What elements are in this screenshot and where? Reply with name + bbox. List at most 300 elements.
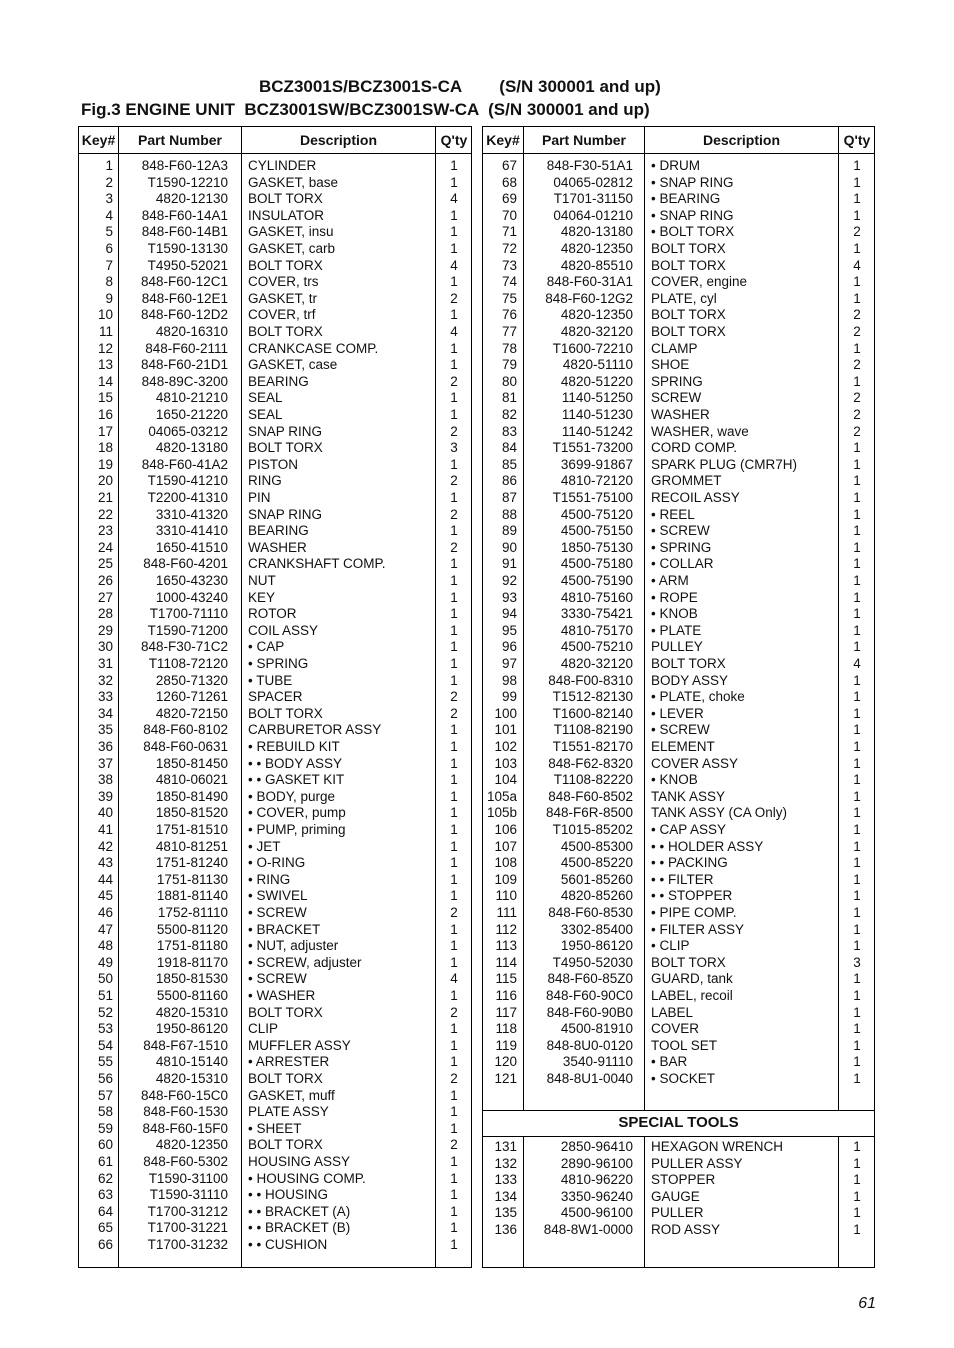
- part-number: T1590-12210: [147, 174, 228, 190]
- table-row: [79, 1038, 471, 1055]
- table-row: [79, 490, 471, 507]
- quantity: 4: [853, 257, 861, 273]
- table-row: [483, 341, 874, 358]
- part-number: 848-F60-12A3: [141, 158, 228, 173]
- table-row: [79, 872, 471, 889]
- key-number: 114: [495, 954, 517, 970]
- quantity: 1: [853, 1054, 861, 1070]
- key-number: 62: [97, 1170, 113, 1186]
- quantity: 1: [853, 988, 861, 1003]
- description: SPACER: [248, 689, 303, 705]
- key-number: 136: [494, 1222, 517, 1237]
- description: LABEL: [651, 1004, 694, 1020]
- key-number: 33: [97, 689, 113, 705]
- part-number: T1108-82220: [553, 772, 633, 788]
- part-number: 848-8U0-0120: [546, 1037, 633, 1053]
- part-number: 848-F60-8502: [548, 788, 633, 804]
- table-row: [79, 175, 471, 192]
- quantity: 1: [853, 1155, 861, 1171]
- quantity: 1: [450, 805, 458, 821]
- part-number: 3350-96240: [560, 1188, 633, 1204]
- table-row: [483, 374, 874, 391]
- part-number: 848-F60-12D2: [140, 307, 228, 323]
- part-number: 4810-75160: [560, 589, 633, 605]
- table-row: [79, 1220, 471, 1237]
- quantity: 1: [450, 307, 458, 323]
- part-number: 4820-12350: [560, 241, 633, 256]
- quantity: 1: [450, 838, 458, 854]
- table-row: [79, 291, 471, 308]
- parts-table-left: [78, 126, 472, 1268]
- quantity: 1: [853, 274, 861, 290]
- header-qty: Q'ty: [843, 132, 871, 148]
- description: PULLER ASSY: [651, 1155, 743, 1171]
- part-number: T1600-82140: [552, 705, 633, 721]
- quantity: 1: [853, 207, 861, 223]
- quantity: 1: [450, 1104, 458, 1120]
- table-row: [79, 407, 471, 424]
- quantity: 2: [450, 705, 458, 721]
- table-row: [483, 158, 874, 175]
- description: • WASHER: [248, 988, 316, 1003]
- key-number: 16: [97, 407, 113, 422]
- key-number: 32: [97, 672, 113, 688]
- quantity: 1: [450, 921, 458, 937]
- key-number: 104: [494, 772, 517, 788]
- key-number: 39: [97, 788, 113, 804]
- key-number: 109: [494, 871, 517, 887]
- quantity: 2: [450, 905, 458, 920]
- description: • SCREW: [651, 523, 710, 539]
- part-number: 1140-51230: [561, 407, 633, 422]
- key-number: 26: [97, 573, 113, 588]
- description: BOLT TORX: [248, 191, 323, 207]
- key-number: 63: [97, 1187, 113, 1203]
- table-row: [483, 1189, 874, 1206]
- table-row: [483, 357, 874, 374]
- table-row: [79, 822, 471, 839]
- table-row: [79, 1088, 471, 1105]
- key-number: 94: [501, 606, 517, 622]
- key-number: 100: [494, 705, 517, 721]
- part-number: 848-F60-1530: [143, 1104, 228, 1120]
- description: PISTON: [248, 456, 299, 472]
- table-row: [483, 1172, 874, 1189]
- key-number: 52: [97, 1004, 113, 1020]
- quantity: 1: [853, 473, 861, 489]
- description: • COVER, pump: [248, 805, 346, 821]
- table-row: [79, 556, 471, 573]
- part-number: 4820-15310: [155, 1071, 228, 1086]
- key-number: 59: [97, 1120, 113, 1136]
- quantity: 1: [853, 739, 861, 754]
- description: • ARM: [651, 573, 689, 588]
- key-number: 67: [501, 158, 517, 173]
- key-number: 82: [501, 407, 517, 422]
- key-number: 4: [105, 207, 113, 223]
- key-number: 46: [97, 905, 113, 920]
- part-number: 848-F62-8320: [548, 755, 633, 771]
- quantity: 1: [853, 871, 861, 887]
- key-number: 42: [97, 838, 113, 854]
- table-row: [79, 772, 471, 789]
- key-number: 108: [494, 855, 517, 871]
- description: • FILTER ASSY: [651, 921, 745, 937]
- part-number: T1108-72120: [148, 656, 228, 671]
- key-number: 58: [97, 1104, 113, 1120]
- quantity: 1: [853, 672, 861, 688]
- description: • PUMP, priming: [248, 822, 346, 837]
- part-number: 848-F60-15F0: [142, 1120, 228, 1136]
- table-row: [483, 722, 874, 739]
- key-number: 12: [97, 340, 113, 356]
- key-number: 29: [97, 622, 113, 638]
- table-row: [483, 689, 874, 706]
- quantity: 1: [450, 158, 458, 173]
- quantity: 1: [450, 556, 458, 572]
- description: BOLT TORX: [651, 954, 726, 970]
- key-number: 50: [97, 971, 113, 987]
- part-number: T1590-31100: [148, 1170, 228, 1186]
- table-row: [483, 307, 874, 324]
- description: TOOL SET: [651, 1037, 718, 1053]
- key-number: 115: [495, 971, 517, 987]
- key-number: 80: [501, 373, 517, 389]
- description: • SWIVEL: [248, 888, 308, 904]
- quantity: 2: [450, 473, 458, 489]
- quantity: 1: [450, 656, 458, 671]
- table-row: [483, 440, 874, 457]
- key-number: 79: [501, 357, 517, 373]
- description: • REEL: [651, 506, 695, 522]
- table-row: [79, 1204, 471, 1221]
- key-number: 31: [97, 656, 113, 671]
- part-number: T1512-82130: [552, 689, 633, 705]
- table-row: [79, 606, 471, 623]
- table-row: [79, 938, 471, 955]
- quantity: 1: [450, 357, 458, 373]
- part-number: 848-8W1-0000: [543, 1222, 633, 1237]
- quantity: 1: [853, 838, 861, 854]
- description: BEARING: [248, 373, 309, 389]
- quantity: 1: [450, 739, 458, 754]
- key-number: 112: [495, 921, 517, 937]
- part-number: 848-89C-3200: [141, 373, 228, 389]
- description: BOLT TORX: [651, 257, 726, 273]
- table-row: [483, 1071, 874, 1088]
- quantity: 2: [853, 224, 861, 240]
- part-number: 4820-85260: [560, 888, 633, 904]
- quantity: 4: [450, 191, 458, 207]
- table-row: [79, 374, 471, 391]
- quantity: 1: [853, 722, 861, 738]
- key-number: 95: [501, 622, 517, 638]
- key-number: 53: [97, 1021, 113, 1037]
- description: CYLINDER: [248, 158, 317, 173]
- part-number: 4820-13180: [560, 224, 633, 240]
- table-row: [483, 540, 874, 557]
- quantity: 1: [853, 174, 861, 190]
- page-number: 61: [858, 1295, 876, 1312]
- table-row: [483, 473, 874, 490]
- quantity: 1: [853, 1172, 861, 1188]
- table-row: [483, 1222, 874, 1239]
- key-number: 93: [501, 589, 517, 605]
- quantity: 1: [450, 871, 458, 887]
- table-row: [483, 739, 874, 756]
- table-row: [483, 1139, 874, 1156]
- description: COVER, trs: [248, 274, 319, 290]
- description: • KNOB: [651, 772, 698, 788]
- key-number: 117: [495, 1004, 517, 1020]
- quantity: 1: [450, 1237, 458, 1252]
- key-number: 88: [501, 506, 517, 522]
- key-number: 83: [501, 423, 517, 439]
- quantity: 1: [853, 158, 861, 173]
- table-row: [79, 922, 471, 939]
- part-number: 3540-91110: [562, 1054, 633, 1070]
- part-number: 1260-71261: [155, 689, 228, 705]
- key-number: 110: [495, 888, 517, 904]
- table-row: [483, 756, 874, 773]
- table-row: [483, 971, 874, 988]
- part-number: 1850-81520: [155, 805, 228, 821]
- quantity: 1: [853, 523, 861, 539]
- part-number: 1950-86120: [560, 938, 633, 954]
- key-number: 92: [501, 573, 517, 588]
- table-row: [483, 955, 874, 972]
- part-number: 4820-32120: [560, 324, 633, 339]
- table-row: [79, 191, 471, 208]
- part-number: 1140-51250: [561, 390, 633, 406]
- quantity: 1: [450, 1203, 458, 1219]
- table-row: [79, 1154, 471, 1171]
- description: GROMMET: [651, 473, 722, 489]
- quantity: 1: [853, 506, 861, 522]
- part-number: 4820-85510: [560, 257, 633, 273]
- description: • SPRING: [248, 656, 309, 671]
- key-number: 98: [501, 672, 517, 688]
- table-row: [79, 905, 471, 922]
- quantity: 1: [450, 1154, 458, 1169]
- part-number: 1751-81130: [156, 871, 228, 887]
- part-number: 848-F60-5302: [143, 1154, 228, 1169]
- table-row: [79, 855, 471, 872]
- part-number: T2200-41310: [147, 490, 228, 505]
- table-row: [483, 872, 874, 889]
- quantity: 1: [450, 672, 458, 688]
- table-row: [79, 523, 471, 540]
- description: BOLT TORX: [651, 307, 726, 323]
- quantity: 1: [853, 1021, 861, 1037]
- part-number: 848-F30-71C2: [140, 639, 228, 655]
- part-number: 1752-81110: [157, 905, 228, 920]
- key-number: 65: [97, 1220, 113, 1236]
- table-row: [483, 839, 874, 856]
- quantity: 1: [450, 340, 458, 356]
- part-number: 3302-85400: [560, 921, 633, 937]
- table-row: [79, 673, 471, 690]
- key-number: 8: [105, 274, 113, 290]
- table-row: [79, 739, 471, 756]
- key-number: 41: [97, 822, 113, 837]
- part-number: 1850-81530: [155, 971, 228, 987]
- part-number: T4950-52021: [147, 257, 228, 273]
- table-row: [79, 208, 471, 225]
- key-number: 132: [494, 1155, 517, 1171]
- part-number: 848-F67-1510: [143, 1037, 228, 1053]
- key-number: 77: [501, 324, 517, 339]
- part-number: 1000-43240: [155, 589, 228, 605]
- quantity: 1: [853, 1037, 861, 1053]
- table-row: [483, 805, 874, 822]
- quantity: 1: [450, 639, 458, 655]
- description: • SCREW: [248, 971, 307, 987]
- table-row: [79, 241, 471, 258]
- table-row: [483, 855, 874, 872]
- description: • BEARING: [651, 191, 721, 207]
- quantity: 1: [853, 788, 861, 804]
- description: • CAP: [248, 639, 285, 655]
- description: • PIPE COMP.: [651, 905, 737, 920]
- part-number: 1650-21220: [155, 407, 228, 422]
- table-row: [79, 1005, 471, 1022]
- quantity: 1: [450, 1120, 458, 1136]
- key-number: 37: [97, 755, 113, 771]
- quantity: 1: [853, 191, 861, 207]
- quantity: 1: [450, 1087, 458, 1103]
- key-number: 134: [494, 1188, 517, 1204]
- table-row: [483, 789, 874, 806]
- part-number: T1590-71200: [147, 622, 228, 638]
- key-number: 106: [494, 822, 517, 837]
- description: • BODY, purge: [248, 788, 336, 804]
- part-number: 848-F60-12E1: [141, 290, 228, 306]
- table-row: [483, 556, 874, 573]
- table-row: [79, 390, 471, 407]
- description: RING: [248, 473, 282, 489]
- part-number: 4500-81910: [560, 1021, 633, 1037]
- table-row: [79, 590, 471, 607]
- description: SNAP RING: [248, 506, 323, 522]
- key-number: 107: [494, 838, 517, 854]
- part-number: 4810-81251: [155, 838, 228, 854]
- quantity: 1: [450, 1220, 458, 1236]
- key-number: 43: [97, 855, 113, 871]
- part-number: 1881-81140: [156, 888, 228, 904]
- table-row: [79, 307, 471, 324]
- key-number: 135: [494, 1205, 517, 1221]
- description: • BRACKET: [248, 921, 321, 937]
- quantity: 1: [450, 938, 458, 954]
- description: ELEMENT: [651, 739, 715, 754]
- key-number: 35: [97, 722, 113, 738]
- part-number: 848-F30-51A1: [546, 158, 633, 173]
- description: • ARRESTER: [248, 1054, 330, 1070]
- part-number: 848-F60-8102: [143, 722, 228, 738]
- table-row: [79, 988, 471, 1005]
- part-number: T1590-31110: [149, 1187, 228, 1203]
- key-number: 1: [105, 158, 113, 173]
- key-number: 6: [105, 241, 113, 256]
- part-number: 3310-41320: [155, 506, 228, 522]
- quantity: 1: [450, 224, 458, 240]
- key-number: 96: [501, 639, 517, 655]
- description: COVER: [651, 1021, 700, 1037]
- quantity: 1: [853, 440, 861, 456]
- table-row: [483, 938, 874, 955]
- table-row: [79, 789, 471, 806]
- key-number: 15: [97, 390, 113, 406]
- part-number: 848-F60-2111: [145, 340, 228, 356]
- table-row: [483, 523, 874, 540]
- table-row: [483, 224, 874, 241]
- description: WASHER: [651, 407, 710, 422]
- table-row: [79, 473, 471, 490]
- table-row: [79, 1071, 471, 1088]
- part-number: 4820-72150: [155, 705, 228, 721]
- part-number: T1551-82170: [552, 739, 633, 754]
- key-number: 113: [495, 938, 517, 954]
- description: BOLT TORX: [248, 257, 323, 273]
- key-number: 20: [97, 473, 113, 489]
- part-number: 2890-96100: [560, 1155, 633, 1171]
- table-row: [483, 623, 874, 640]
- quantity: 1: [450, 1037, 458, 1053]
- table-row: [483, 706, 874, 723]
- part-number: 1850-75130: [560, 539, 633, 555]
- key-number: 70: [501, 207, 517, 223]
- part-number: T1700-31232: [147, 1237, 228, 1252]
- table-row: [483, 507, 874, 524]
- header-description: Description: [299, 132, 377, 148]
- part-number: 2850-71320: [155, 672, 228, 688]
- quantity: 2: [853, 324, 861, 339]
- part-number: 4820-13180: [155, 440, 228, 456]
- description: BOLT TORX: [248, 1004, 323, 1020]
- key-number: 22: [97, 506, 113, 522]
- description: • BAR: [651, 1054, 688, 1070]
- part-number: T1108-82190: [553, 722, 633, 738]
- part-number: 848-F60-41A2: [141, 456, 228, 472]
- description: SPRING: [651, 373, 703, 389]
- description: • KNOB: [651, 606, 698, 622]
- part-number: 3310-41410: [155, 523, 228, 539]
- quantity: 1: [853, 589, 861, 605]
- description: INSULATOR: [248, 207, 325, 223]
- table-row: [79, 839, 471, 856]
- part-number: 1850-81450: [155, 755, 228, 771]
- description: • • BRACKET (B): [248, 1220, 351, 1236]
- quantity: 1: [450, 1187, 458, 1203]
- key-number: 99: [501, 689, 517, 705]
- key-number: 48: [97, 938, 113, 954]
- table-row: [79, 274, 471, 291]
- table-row: [79, 158, 471, 175]
- key-number: 21: [97, 490, 113, 505]
- part-number: 5500-81120: [156, 921, 228, 937]
- description: BOLT TORX: [248, 705, 323, 721]
- quantity: 2: [450, 506, 458, 522]
- part-number: T4950-52030: [552, 954, 633, 970]
- part-number: 04065-03212: [148, 423, 228, 439]
- table-row: [483, 988, 874, 1005]
- quantity: 1: [853, 456, 861, 472]
- part-number: 1650-41510: [155, 539, 228, 555]
- key-number: 34: [97, 705, 113, 721]
- quantity: 1: [450, 390, 458, 406]
- quantity: 1: [853, 1205, 861, 1221]
